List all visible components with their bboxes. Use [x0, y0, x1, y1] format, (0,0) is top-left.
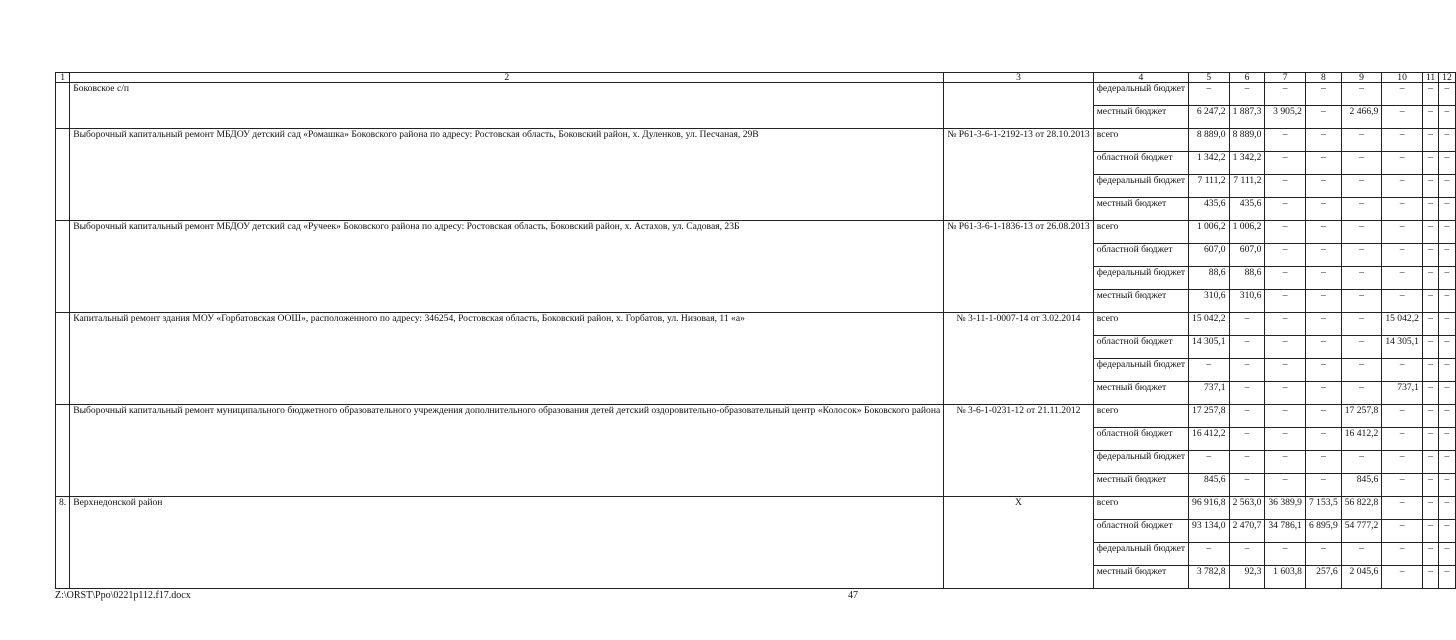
value-cell: –	[1382, 198, 1423, 221]
value-cell: 435,6	[1189, 198, 1230, 221]
value-cell: 16 412,2	[1341, 428, 1382, 451]
column-header: 12	[1439, 73, 1456, 83]
value-cell: –	[1382, 474, 1423, 497]
value-cell: –	[1229, 543, 1265, 566]
budget-type: областной бюджет	[1093, 428, 1188, 451]
budget-type: областной бюджет	[1093, 336, 1188, 359]
value-cell: –	[1341, 129, 1382, 152]
value-cell: –	[1341, 221, 1382, 244]
value-cell: –	[1382, 221, 1423, 244]
budget-type: всего	[1093, 221, 1188, 244]
value-cell: –	[1382, 106, 1423, 129]
value-cell: –	[1439, 566, 1456, 589]
value-cell: –	[1422, 382, 1438, 405]
value-cell: –	[1439, 520, 1456, 543]
value-cell: 15 042,2	[1189, 313, 1230, 336]
table-row	[56, 405, 1456, 428]
value-cell: –	[1341, 175, 1382, 198]
budget-type: местный бюджет	[1093, 198, 1188, 221]
value-cell: –	[1422, 313, 1438, 336]
value-cell: 8 889,0	[1189, 129, 1230, 152]
value-cell: –	[1265, 474, 1306, 497]
value-cell: –	[1382, 405, 1423, 428]
value-cell: –	[1422, 543, 1438, 566]
value-cell: –	[1341, 244, 1382, 267]
value-cell: –	[1341, 382, 1382, 405]
value-cell: –	[1422, 129, 1438, 152]
value-cell: –	[1422, 244, 1438, 267]
document-reference: № Р61-3-6-1-2192-13 от 28.10.2013	[944, 129, 1093, 221]
value-cell: 1 342,2	[1189, 152, 1230, 175]
value-cell: –	[1422, 267, 1438, 290]
value-cell: 15 042,2	[1382, 313, 1423, 336]
value-cell: –	[1229, 382, 1265, 405]
value-cell: –	[1439, 428, 1456, 451]
value-cell: –	[1265, 290, 1306, 313]
value-cell: –	[1265, 336, 1306, 359]
column-header: 1	[56, 73, 70, 83]
value-cell: –	[1305, 336, 1341, 359]
value-cell: –	[1422, 175, 1438, 198]
value-cell: 1 887,3	[1229, 106, 1265, 129]
value-cell: –	[1422, 221, 1438, 244]
column-header: 2	[70, 73, 944, 83]
row-number	[56, 83, 70, 129]
value-cell: –	[1439, 244, 1456, 267]
budget-type: областной бюджет	[1093, 244, 1188, 267]
object-name: Боковское с/п	[70, 83, 944, 129]
value-cell: –	[1229, 474, 1265, 497]
value-cell: –	[1265, 405, 1306, 428]
value-cell: 607,0	[1229, 244, 1265, 267]
value-cell: 93 134,0	[1189, 520, 1230, 543]
budget-type: местный бюджет	[1093, 106, 1188, 129]
value-cell: –	[1305, 175, 1341, 198]
value-cell: 14 305,1	[1382, 336, 1423, 359]
document-reference: № 3-6-1-0231-12 от 21.11.2012	[944, 405, 1093, 497]
column-header: 9	[1341, 73, 1382, 83]
value-cell: –	[1382, 543, 1423, 566]
value-cell: –	[1341, 198, 1382, 221]
budget-type: местный бюджет	[1093, 474, 1188, 497]
value-cell: –	[1189, 83, 1230, 106]
budget-type: местный бюджет	[1093, 290, 1188, 313]
value-cell: –	[1422, 474, 1438, 497]
value-cell: –	[1265, 313, 1306, 336]
column-header: 8	[1305, 73, 1341, 83]
value-cell: –	[1382, 451, 1423, 474]
value-cell: –	[1265, 83, 1306, 106]
value-cell: –	[1305, 359, 1341, 382]
value-cell: 1 342,2	[1229, 152, 1265, 175]
value-cell: –	[1439, 405, 1456, 428]
document-reference: № Р61-3-6-1-1836-13 от 26.08.2013	[944, 221, 1093, 313]
column-header: 11	[1422, 73, 1438, 83]
value-cell: –	[1439, 106, 1456, 129]
budget-type: местный бюджет	[1093, 566, 1188, 589]
value-cell: 2 466,9	[1341, 106, 1382, 129]
value-cell: 435,6	[1229, 198, 1265, 221]
value-cell: –	[1305, 129, 1341, 152]
value-cell: 1 006,2	[1189, 221, 1230, 244]
value-cell: –	[1382, 497, 1423, 520]
column-header: 3	[944, 73, 1093, 83]
value-cell: –	[1265, 244, 1306, 267]
value-cell: –	[1439, 290, 1456, 313]
value-cell: –	[1439, 543, 1456, 566]
value-cell: –	[1229, 428, 1265, 451]
value-cell: –	[1382, 175, 1423, 198]
value-cell: –	[1439, 129, 1456, 152]
value-cell: –	[1422, 405, 1438, 428]
header-row	[56, 73, 1456, 83]
value-cell: –	[1189, 359, 1230, 382]
value-cell: –	[1382, 566, 1423, 589]
value-cell: –	[1422, 336, 1438, 359]
value-cell: –	[1382, 83, 1423, 106]
value-cell: –	[1341, 83, 1382, 106]
column-header: 4	[1093, 73, 1188, 83]
row-number	[56, 221, 70, 313]
table-row	[56, 313, 1456, 336]
value-cell: –	[1422, 566, 1438, 589]
value-cell: –	[1265, 428, 1306, 451]
value-cell: –	[1265, 221, 1306, 244]
value-cell: –	[1422, 428, 1438, 451]
value-cell: –	[1229, 313, 1265, 336]
value-cell: 8 889,0	[1229, 129, 1265, 152]
value-cell: –	[1341, 267, 1382, 290]
value-cell: –	[1305, 267, 1341, 290]
document-reference	[944, 83, 1093, 129]
value-cell: –	[1305, 382, 1341, 405]
value-cell: 607,0	[1189, 244, 1230, 267]
value-cell: 3 782,8	[1189, 566, 1230, 589]
value-cell: –	[1382, 520, 1423, 543]
value-cell: –	[1341, 152, 1382, 175]
value-cell: –	[1305, 474, 1341, 497]
value-cell: 2 045,6	[1341, 566, 1382, 589]
row-number: 8.	[56, 497, 70, 589]
budget-type: областной бюджет	[1093, 152, 1188, 175]
object-name: Выборочный капитальный ремонт МБДОУ детский сад «Ручеек» Боковского района по адресу: Ростовская область, Боковский район, х. Астахов, ул. Садовая, 23Б	[70, 221, 944, 313]
value-cell: 96 916,8	[1189, 497, 1230, 520]
value-cell: 88,6	[1229, 267, 1265, 290]
budget-type: федеральный бюджет	[1093, 83, 1188, 106]
value-cell: 737,1	[1382, 382, 1423, 405]
value-cell: 36 389,9	[1265, 497, 1306, 520]
value-cell: 845,6	[1189, 474, 1230, 497]
budget-type: всего	[1093, 405, 1188, 428]
row-number	[56, 129, 70, 221]
value-cell: –	[1189, 543, 1230, 566]
value-cell: 257,6	[1305, 566, 1341, 589]
value-cell: –	[1265, 359, 1306, 382]
value-cell: 2 470,7	[1229, 520, 1265, 543]
value-cell: –	[1382, 290, 1423, 313]
value-cell: –	[1422, 106, 1438, 129]
column-header: 7	[1265, 73, 1306, 83]
value-cell: 845,6	[1341, 474, 1382, 497]
table-row	[56, 83, 1456, 106]
value-cell: –	[1422, 290, 1438, 313]
value-cell: 7 111,2	[1229, 175, 1265, 198]
value-cell: 310,6	[1229, 290, 1265, 313]
value-cell: –	[1341, 451, 1382, 474]
value-cell: –	[1341, 313, 1382, 336]
value-cell: –	[1422, 451, 1438, 474]
value-cell: –	[1265, 543, 1306, 566]
value-cell: 1 603,8	[1265, 566, 1306, 589]
value-cell: –	[1439, 175, 1456, 198]
value-cell: –	[1422, 497, 1438, 520]
budget-type: местный бюджет	[1093, 382, 1188, 405]
value-cell: –	[1439, 152, 1456, 175]
budget-type: всего	[1093, 497, 1188, 520]
value-cell: –	[1439, 83, 1456, 106]
value-cell: –	[1382, 428, 1423, 451]
table-body	[56, 73, 1456, 589]
value-cell: –	[1229, 405, 1265, 428]
value-cell: 7 111,2	[1189, 175, 1230, 198]
document-reference: Х	[944, 497, 1093, 589]
value-cell: –	[1439, 497, 1456, 520]
budget-type: областной бюджет	[1093, 520, 1188, 543]
budget-type: всего	[1093, 313, 1188, 336]
value-cell: –	[1422, 83, 1438, 106]
value-cell: 737,1	[1189, 382, 1230, 405]
value-cell: 7 153,5	[1305, 497, 1341, 520]
page-number: 47	[848, 590, 858, 601]
value-cell: 92,3	[1229, 566, 1265, 589]
value-cell: 17 257,8	[1341, 405, 1382, 428]
value-cell: –	[1305, 290, 1341, 313]
value-cell: 6 895,9	[1305, 520, 1341, 543]
budget-type: федеральный бюджет	[1093, 267, 1188, 290]
value-cell: –	[1439, 336, 1456, 359]
value-cell: –	[1189, 451, 1230, 474]
document-reference: № 3-11-1-0007-14 от 3.02.2014	[944, 313, 1093, 405]
value-cell: –	[1305, 198, 1341, 221]
budget-table	[55, 72, 1456, 589]
value-cell: 17 257,8	[1189, 405, 1230, 428]
object-name: Выборочный капитальный ремонт муниципального бюджетного образовательного учреждения дополнительного образования детей детский оздоровительно-образовательный центр «Колосок» Боковского района	[70, 405, 944, 497]
table-row	[56, 497, 1456, 520]
value-cell: –	[1265, 129, 1306, 152]
value-cell: –	[1305, 451, 1341, 474]
value-cell: –	[1439, 267, 1456, 290]
value-cell: –	[1341, 359, 1382, 382]
column-header: 5	[1189, 73, 1230, 83]
column-header: 6	[1229, 73, 1265, 83]
value-cell: –	[1305, 543, 1341, 566]
value-cell: –	[1265, 198, 1306, 221]
value-cell: 54 777,2	[1341, 520, 1382, 543]
value-cell: –	[1439, 474, 1456, 497]
object-name: Выборочный капитальный ремонт МБДОУ детский сад «Ромашка» Боковского района по адресу: Ростовская область, Боковский район, х. Дуленков, ул. Песчаная, 29В	[70, 129, 944, 221]
value-cell: 34 786,1	[1265, 520, 1306, 543]
value-cell: 2 563,0	[1229, 497, 1265, 520]
row-number	[56, 405, 70, 497]
value-cell: 6 247,2	[1189, 106, 1230, 129]
value-cell: 310,6	[1189, 290, 1230, 313]
value-cell: –	[1265, 451, 1306, 474]
value-cell: –	[1305, 313, 1341, 336]
value-cell: –	[1439, 198, 1456, 221]
value-cell: –	[1341, 290, 1382, 313]
value-cell: –	[1265, 175, 1306, 198]
value-cell: –	[1382, 129, 1423, 152]
value-cell: –	[1305, 428, 1341, 451]
value-cell: –	[1439, 359, 1456, 382]
column-header: 10	[1382, 73, 1423, 83]
value-cell: –	[1305, 405, 1341, 428]
value-cell: 88,6	[1189, 267, 1230, 290]
value-cell: –	[1229, 451, 1265, 474]
value-cell: –	[1305, 106, 1341, 129]
value-cell: –	[1229, 336, 1265, 359]
value-cell: –	[1382, 152, 1423, 175]
value-cell: –	[1422, 520, 1438, 543]
budget-type: федеральный бюджет	[1093, 543, 1188, 566]
value-cell: –	[1265, 382, 1306, 405]
value-cell: –	[1382, 359, 1423, 382]
value-cell: –	[1305, 221, 1341, 244]
value-cell: –	[1422, 198, 1438, 221]
budget-type: федеральный бюджет	[1093, 175, 1188, 198]
value-cell: –	[1229, 359, 1265, 382]
value-cell: –	[1341, 336, 1382, 359]
value-cell: 1 006,2	[1229, 221, 1265, 244]
value-cell: 14 305,1	[1189, 336, 1230, 359]
value-cell: –	[1305, 244, 1341, 267]
value-cell: –	[1422, 152, 1438, 175]
value-cell: –	[1422, 359, 1438, 382]
budget-type: федеральный бюджет	[1093, 451, 1188, 474]
value-cell: –	[1439, 382, 1456, 405]
value-cell: –	[1305, 152, 1341, 175]
value-cell: 16 412,2	[1189, 428, 1230, 451]
value-cell: –	[1382, 267, 1423, 290]
value-cell: –	[1265, 152, 1306, 175]
value-cell: –	[1341, 543, 1382, 566]
object-name: Капитальный ремонт здания МОУ «Горбатовская ООШ», расположенного по адресу: 346254, Ростовская область, Боковский район, х. Горбатов, ул. Низовая, 11 «а»	[70, 313, 944, 405]
file-path: Z:\ORST\Ppo\0221p112.f17.docx	[55, 590, 191, 601]
value-cell: 56 822,8	[1341, 497, 1382, 520]
row-number	[56, 313, 70, 405]
value-cell: –	[1265, 267, 1306, 290]
value-cell: 3 905,2	[1265, 106, 1306, 129]
value-cell: –	[1439, 221, 1456, 244]
value-cell: –	[1439, 313, 1456, 336]
budget-type: федеральный бюджет	[1093, 359, 1188, 382]
value-cell: –	[1229, 83, 1265, 106]
table-row	[56, 221, 1456, 244]
value-cell: –	[1382, 244, 1423, 267]
budget-type: всего	[1093, 129, 1188, 152]
value-cell: –	[1439, 451, 1456, 474]
table-row	[56, 129, 1456, 152]
object-name: Верхнедонской район	[70, 497, 944, 589]
value-cell: –	[1305, 83, 1341, 106]
